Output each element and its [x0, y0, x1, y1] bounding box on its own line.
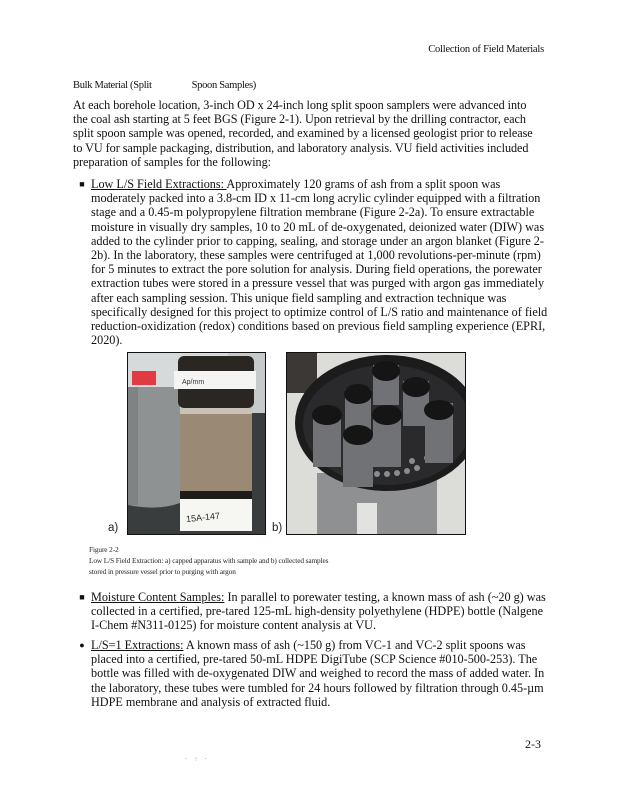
bullet-ls1-extractions [73, 638, 548, 709]
figure-number: Figure 2-2 [89, 545, 119, 554]
running-header: Collection of Field Materials [428, 44, 544, 55]
bullet-moisture-content [73, 590, 548, 633]
square-bullet-icon: ■ [79, 179, 85, 189]
figure-caption-line1: Low L/S Field Extraction: a) capped apparatus with sample and b) collected samples [89, 555, 329, 565]
bullet-text: A known mass of ash (~150 g) from VC-1 and VC-2 split spoons was placed into a certified, pre-tared 50-mL HDPE DigiTube (SCP Science #010-500-253). The bottle was filled with de-oxygenated DIW and weighed to record the mass of added water. In the laboratory, these tubes were tumbled for 24 hours followed by filtration through 0.45-µm HDPE membrane and analysis of extracted fluid. [91, 638, 545, 709]
pressure-vessel-image [287, 353, 466, 535]
bullet-label: Low L/S Field Extractions: [91, 177, 227, 191]
footer-marks: · ፧ · [185, 755, 210, 763]
page-number: 2-3 [525, 737, 541, 751]
intro-paragraph: At each borehole location, 3-inch OD x 24-inch long split spoon samplers were advanced into the coal ash starting at 5 feet BGS (Figure 2-1). Upon retrieval by the drilling contractor, each split spoon sample was opened, recorded, and examined by a licensed geologist prior to release to VU for sample packaging, distribution, and laboratory analysis. VU field activities included preparation of samples for the following: [73, 98, 533, 169]
bullet-low-ls-extractions [73, 177, 548, 347]
section-heading-part1: Bulk Material (Split [73, 80, 152, 91]
square-bullet-icon: ■ [79, 592, 85, 602]
svg-text:15A-147: 15A-147 [185, 510, 221, 525]
figure-caption [89, 545, 409, 577]
figure-photo-capped-apparatus [127, 352, 266, 535]
bullet-text: In parallel to porewater testing, a known mass of ash (~20 g) was collected in a certified, pre-tared 125-mL high-density polyethylene (HDPE) bottle (Nalgene I-Chem #N311-0125) for moisture content analysis at VU. [91, 590, 546, 633]
section-heading-part2: Spoon Samples) [191, 80, 256, 91]
bullet-text: Approximately 120 grams of ash from a split spoon was moderately packed into a 3.8-cm ID x 11-cm long acrylic cylinder equipped with a filtration stage and a 0.45-m polypropylene filtration membrane (Figure 2-2a). To ensure extractable moisture in visually dry samples, 10 to 20 mL of de-oxygenated, deionized water (DIW) was added to the cylinder prior to capping, sealing, and storage under an argon blanket (Figure 2-2b). In the laboratory, these samples were centrifuged at 1,000 revolutions-per-minute (rpm) for 5 minutes to extract the pore solution for analysis. During field operations, the porewater extraction tubes were stored in a pressure vessel that was purged with argon gas immediately after each sampling session. This unique field sampling and extraction technique was specifically designed for this project to optimize control of L/S ratio and maintenance of field reduction-oxidization (redox) conditions based on previous field sampling experience (EPRI, 2020). [91, 177, 548, 348]
capped-apparatus-image [128, 353, 266, 535]
figure-panel-label-a: a) [108, 522, 119, 534]
figure-photo-pressure-vessel [286, 352, 466, 535]
bullet-label: L/S=1 Extractions: [91, 638, 184, 652]
figure-caption-line2: stored in pressure vessel prior to purging with argon [89, 566, 236, 576]
round-bullet-icon: ● [79, 640, 85, 650]
section-heading [73, 80, 256, 91]
bullet-label: Moisture Content Samples: [91, 590, 225, 604]
svg-text:Ap/mm: Ap/mm [182, 379, 205, 386]
figure-panel-label-b: b) [272, 522, 283, 534]
